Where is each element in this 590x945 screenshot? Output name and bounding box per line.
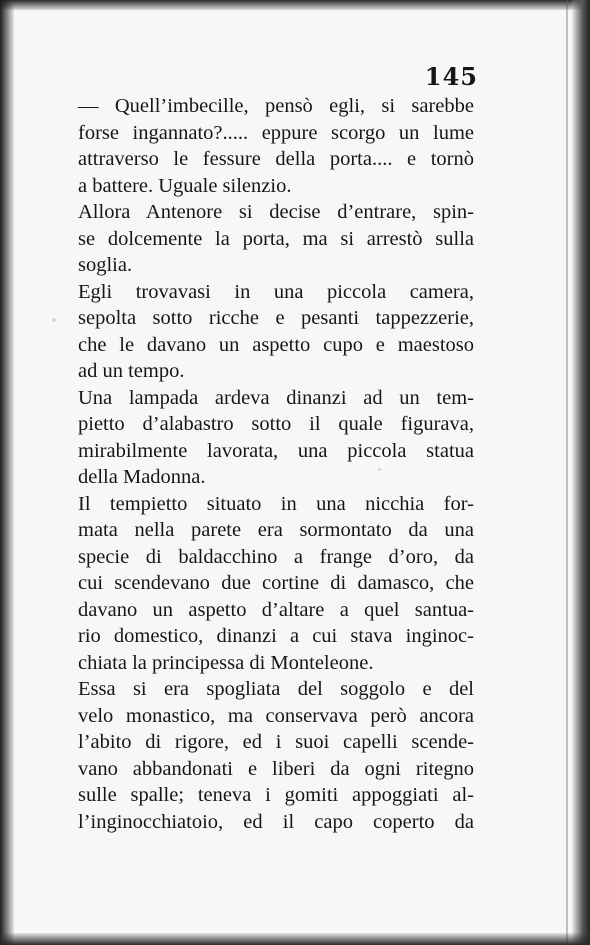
text-line: specie di baldacchino a frange d’oro, da	[78, 545, 474, 568]
text-line: rio domestico, dinanzi a cui stava inginoc-	[78, 625, 474, 647]
text-line: che le davano un aspetto cupo e maestoso	[78, 333, 474, 356]
text-line: davano un aspetto d’altare a quel santua-	[78, 598, 474, 621]
text-line: cui scendevano due cortine di damasco, che	[78, 572, 474, 594]
scan-edge-left	[0, 0, 14, 945]
text-line: l’abito di rigore, ed i suoi capelli scende-	[78, 731, 474, 753]
scan-smudge	[52, 318, 56, 322]
text-line: mata nella parete era sormontato da una	[78, 519, 474, 541]
text-line: velo monastico, ma conservava però ancora	[78, 704, 474, 727]
text-line: — Quell’imbecille, pensò egli, si sarebbe	[78, 95, 474, 117]
text-line: se dolcemente la porta, ma si arrestò sulla	[78, 227, 474, 250]
scan-edge-right	[572, 0, 590, 945]
page-number: 145	[424, 62, 478, 91]
text-line: attraverso le fessure della porta.... e tornò	[78, 148, 474, 170]
body-text	[78, 93, 474, 835]
text-line: ad un tempo.	[78, 360, 185, 382]
text-line: soglia.	[78, 254, 133, 276]
scan-edge-right-shadow	[566, 0, 568, 945]
scan-edge-top	[0, 0, 590, 10]
text-line: della Madonna.	[78, 466, 206, 488]
text-line: sulle spalle; teneva i gomiti appoggiati al-	[78, 784, 474, 806]
text-line: a battere. Uguale silenzio.	[78, 174, 292, 197]
text-line: Una lampada ardeva dinanzi ad un tem-	[78, 386, 474, 409]
text-line: vano abbandonati e liberi da ogni ritegno	[78, 757, 474, 780]
text-line: forse ingannato?..... eppure scorgo un lume	[78, 121, 474, 144]
text-line: l’inginocchiatoio, ed il capo coperto da	[78, 810, 474, 833]
text-line: Allora Antenore si decise d’entrare, spin-	[78, 201, 474, 223]
text-line: sepolta sotto ricche e pesanti tappezzerie,	[78, 307, 474, 329]
text-line: Essa si era spogliata del soggolo e del	[78, 678, 474, 700]
text-line: Il tempietto situato in una nicchia for-	[78, 492, 474, 515]
text-line: pietto d’alabastro sotto il quale figurava,	[78, 413, 474, 435]
scan-edge-bottom	[0, 933, 590, 945]
text-line: chiata la principessa di Monteleone.	[78, 651, 374, 674]
text-line: Egli trovavasi in una piccola camera,	[78, 280, 474, 303]
text-line: mirabilmente lavorata, una piccola statua	[78, 439, 474, 462]
